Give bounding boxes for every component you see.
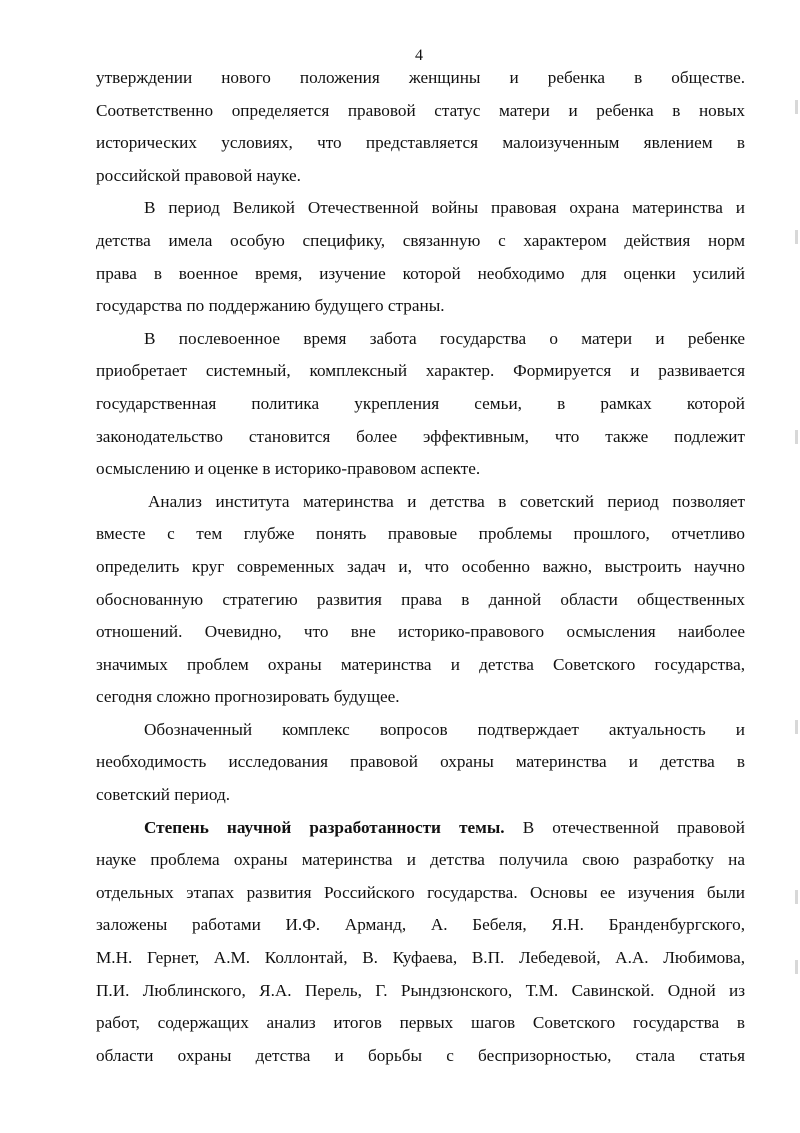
text-line: исторических условиях, что представляется малоизученным явлением в (96, 133, 745, 153)
text-line: определить круг современных задач и, что особенно важно, выстроить научно (96, 556, 745, 576)
scan-margin-mark (795, 430, 798, 444)
paragraph-1 (96, 62, 745, 192)
document-body (96, 62, 745, 1072)
text-line: законодательство становится более эффективным, что также подлежит (96, 426, 745, 446)
text-line: детства имела особую специфику, связанную с характером действия норм (96, 230, 745, 250)
text-line: права в военное время, изучение которой необходимо для оценки усилий (96, 263, 745, 283)
text-line: области охраны детства и борьбы с беспризорностью, стала статья (96, 1045, 745, 1065)
scan-margin-mark (795, 230, 798, 244)
text-line: утверждении нового положения женщины и ребенка в обществе. (96, 68, 745, 87)
text-line: отношений. Очевидно, что вне историко-правового осмысления наиболее (96, 622, 745, 642)
text-line: советский период. (96, 785, 231, 805)
page-number: 4 (415, 47, 423, 64)
text-line: П.И. Люблинского, Я.А. Перель, Г. Рындзюнского, Т.М. Савинской. Одной из (96, 980, 745, 1000)
text-line (96, 812, 745, 845)
scan-margin-mark (795, 720, 798, 734)
text-line: заложены работами И.Ф. Арманд, А. Бебеля, Я.Н. Бранденбургского, (96, 915, 745, 935)
scan-margin-mark (795, 960, 798, 974)
paragraph-3 (96, 323, 745, 486)
text-line: Обозначенный комплекс вопросов подтверждает актуальность и (144, 719, 745, 739)
text-line: обоснованную стратегию развития права в данной области общественных (96, 589, 745, 609)
scan-margin-mark (795, 890, 798, 904)
text-line: осмыслению и оценке в историко-правовом аспекте. (96, 459, 481, 479)
text-line: вместе с тем глубже понять правовые проблемы прошлого, отчетливо (96, 524, 745, 544)
scan-margin-mark (795, 100, 798, 114)
text-run: В отечественной правовой (504, 817, 745, 837)
text-line: отдельных этапах развития Российского государства. Основы ее изучения были (96, 882, 745, 902)
text-line: работ, содержащих анализ итогов первых шагов Советского государства в (96, 1013, 745, 1033)
text-line: В период Великой Отечественной войны правовая охрана материнства и (144, 198, 745, 218)
section-heading: Степень научной разработанности темы. (144, 817, 505, 837)
paragraph-6 (96, 812, 745, 1073)
text-line: В послевоенное время забота государства о матери и ребенке (144, 328, 745, 348)
text-line: российской правовой науке. (96, 165, 301, 185)
text-line: Анализ института материнства и детства в советский период позволяет (148, 491, 745, 511)
text-line: приобретает системный, комплексный характер. Формируется и развивается (96, 361, 745, 381)
paragraph-2 (96, 192, 745, 322)
text-line: М.Н. Гернет, А.М. Коллонтай, В. Куфаева, В.П. Лебедевой, А.А. Любимова, (96, 948, 745, 968)
paragraph-5 (96, 714, 745, 812)
text-line: государства по поддержанию будущего страны. (96, 296, 445, 316)
paragraph-4 (96, 486, 745, 714)
text-line: необходимость исследования правовой охраны материнства и детства в (96, 752, 745, 772)
text-line: Соответственно определяется правовой статус матери и ребенка в новых (96, 100, 745, 120)
text-line: науке проблема охраны материнства и детства получила свою разработку на (96, 850, 745, 870)
text-line: значимых проблем охраны материнства и детства Советского государства, (96, 654, 745, 674)
text-line: государственная политика укрепления семьи, в рамках которой (96, 393, 745, 413)
text-line: сегодня сложно прогнозировать будущее. (96, 687, 400, 707)
